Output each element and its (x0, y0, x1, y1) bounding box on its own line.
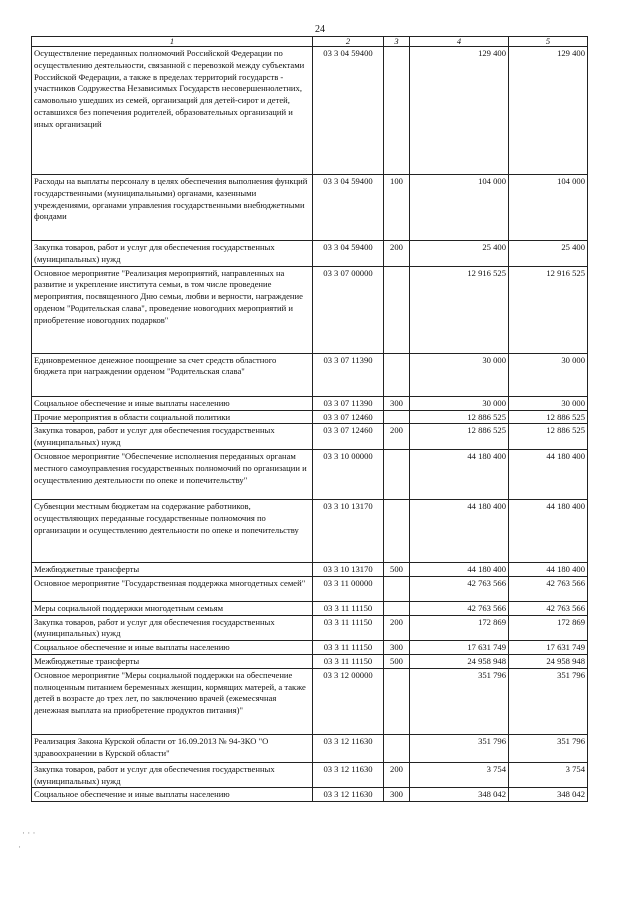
column-header-4: 4 (410, 37, 509, 47)
row-description: Межбюджетные трансферты (32, 654, 313, 668)
column-header-3: 3 (384, 37, 410, 47)
row-amount-2: 25 400 (509, 241, 588, 267)
row-amount-2: 17 631 749 (509, 641, 588, 655)
row-code: 03 3 10 00000 (313, 449, 384, 499)
row-amount-2: 104 000 (509, 175, 588, 241)
row-amount-2: 30 000 (509, 396, 588, 410)
row-code: 03 3 11 11150 (313, 641, 384, 655)
row-expense-type (384, 734, 410, 762)
row-expense-type (384, 449, 410, 499)
table-row (32, 175, 588, 241)
row-description: Закупка товаров, работ и услуг для обеспечения государственных (муниципальных) нужд (32, 241, 313, 267)
row-amount-1: 44 180 400 (410, 499, 509, 562)
row-description: Основное мероприятие "Реализация мероприятий, направленных на развитие и укрепление института семьи, в том числе проведение мероприятия, посвященного Дню семьи, любви и верности, награждение орденом "Родительская слава", проведение новогодних мероприятий и приобретение новогодних подарков" (32, 266, 313, 353)
row-description: Социальное обеспечение и иные выплаты населению (32, 396, 313, 410)
row-description: Основное мероприятие "Государственная поддержка многодетных семей" (32, 576, 313, 601)
row-code: 03 3 12 00000 (313, 668, 384, 734)
row-description: Закупка товаров, работ и услуг для обеспечения государственных (муниципальных) нужд (32, 762, 313, 788)
table-row (32, 601, 588, 615)
row-code: 03 3 12 11630 (313, 734, 384, 762)
row-amount-2: 129 400 (509, 47, 588, 175)
row-expense-type (384, 353, 410, 396)
table-row (32, 449, 588, 499)
row-description: Субвенции местным бюджетам на содержание работников, осуществляющих переданные государственные полномочия по организации и осуществлению деятельности по опеке и попечительству (32, 499, 313, 562)
row-expense-type: 100 (384, 175, 410, 241)
row-amount-2: 44 180 400 (509, 562, 588, 576)
row-amount-1: 44 180 400 (410, 449, 509, 499)
table-row (32, 734, 588, 762)
table-row (32, 499, 588, 562)
row-amount-1: 348 042 (410, 788, 509, 802)
scan-speck: · (18, 842, 21, 852)
row-code: 03 3 10 13170 (313, 562, 384, 576)
row-code: 03 3 12 11630 (313, 762, 384, 788)
row-amount-1: 30 000 (410, 396, 509, 410)
table-row (32, 641, 588, 655)
row-amount-1: 17 631 749 (410, 641, 509, 655)
row-expense-type (384, 266, 410, 353)
row-code: 03 3 11 11150 (313, 654, 384, 668)
row-description: Социальное обеспечение и иные выплаты населению (32, 788, 313, 802)
row-amount-1: 30 000 (410, 353, 509, 396)
row-code: 03 3 04 59400 (313, 241, 384, 267)
row-expense-type (384, 47, 410, 175)
row-code: 03 3 04 59400 (313, 47, 384, 175)
row-code: 03 3 07 11390 (313, 353, 384, 396)
row-amount-1: 3 754 (410, 762, 509, 788)
table-row (32, 762, 588, 788)
row-description: Прочие мероприятия в области социальной политики (32, 410, 313, 424)
table-row (32, 353, 588, 396)
row-amount-1: 129 400 (410, 47, 509, 175)
row-description: Основное мероприятие "Обеспечение исполнения переданных органам местного самоуправления государственных полномочий по организации и осуществлению деятельности по опеке и попечительству" (32, 449, 313, 499)
table-row (32, 47, 588, 175)
table-row (32, 396, 588, 410)
row-amount-1: 12 886 525 (410, 410, 509, 424)
row-description: Расходы на выплаты персоналу в целях обеспечения выполнения функций государственными (муниципальными) органами, казенными учреждениями, органами управления государственными внебюджетными фондами (32, 175, 313, 241)
table-row (32, 615, 588, 641)
row-amount-1: 12 886 525 (410, 424, 509, 450)
row-expense-type (384, 576, 410, 601)
row-amount-2: 42 763 566 (509, 576, 588, 601)
row-expense-type (384, 499, 410, 562)
row-code: 03 3 04 59400 (313, 175, 384, 241)
row-description: Основное мероприятие "Меры социальной поддержки на обеспечение полноценным питанием беременных женщин, кормящих матерей, а также детей в возрасте до трех лет, по заключению врачей (ежемесячная денежная выплата на приобретение продуктов питания)" (32, 668, 313, 734)
row-amount-2: 44 180 400 (509, 449, 588, 499)
row-amount-1: 12 916 525 (410, 266, 509, 353)
row-amount-1: 42 763 566 (410, 601, 509, 615)
table-row (32, 668, 588, 734)
row-code: 03 3 11 00000 (313, 576, 384, 601)
row-code: 03 3 11 11150 (313, 615, 384, 641)
row-amount-1: 172 869 (410, 615, 509, 641)
table-row (32, 562, 588, 576)
row-amount-1: 24 958 948 (410, 654, 509, 668)
row-expense-type: 200 (384, 241, 410, 267)
table-row (32, 241, 588, 267)
column-header-1: 1 (32, 37, 313, 47)
row-expense-type: 300 (384, 788, 410, 802)
row-amount-1: 351 796 (410, 734, 509, 762)
row-amount-1: 42 763 566 (410, 576, 509, 601)
row-amount-2: 3 754 (509, 762, 588, 788)
column-header-2: 2 (313, 37, 384, 47)
row-expense-type: 500 (384, 562, 410, 576)
budget-table (31, 36, 588, 802)
row-expense-type: 300 (384, 641, 410, 655)
row-amount-1: 351 796 (410, 668, 509, 734)
row-amount-2: 12 886 525 (509, 424, 588, 450)
row-amount-2: 42 763 566 (509, 601, 588, 615)
row-amount-2: 348 042 (509, 788, 588, 802)
row-code: 03 3 07 11390 (313, 396, 384, 410)
row-amount-2: 44 180 400 (509, 499, 588, 562)
row-code: 03 3 07 12460 (313, 410, 384, 424)
scan-speck: · · · (22, 828, 36, 838)
page-number: 24 (315, 24, 325, 35)
budget-table-body (32, 37, 588, 802)
row-expense-type: 200 (384, 615, 410, 641)
column-header-row (32, 37, 588, 47)
row-description: Реализация Закона Курской области от 16.09.2013 № 94-ЗКО "О здравоохранении в Курской области" (32, 734, 313, 762)
row-amount-1: 104 000 (410, 175, 509, 241)
row-description: Межбюджетные трансферты (32, 562, 313, 576)
row-expense-type: 200 (384, 762, 410, 788)
table-row (32, 654, 588, 668)
table-row (32, 576, 588, 601)
row-amount-2: 12 916 525 (509, 266, 588, 353)
row-description: Единовременное денежное поощрение за счет средств областного бюджета при награждении орденом "Родительская слава" (32, 353, 313, 396)
row-amount-1: 25 400 (410, 241, 509, 267)
row-code: 03 3 07 12460 (313, 424, 384, 450)
row-expense-type (384, 410, 410, 424)
row-amount-2: 30 000 (509, 353, 588, 396)
table-row (32, 410, 588, 424)
column-header-5: 5 (509, 37, 588, 47)
row-amount-2: 351 796 (509, 668, 588, 734)
row-amount-1: 44 180 400 (410, 562, 509, 576)
row-amount-2: 172 869 (509, 615, 588, 641)
row-expense-type (384, 668, 410, 734)
row-description: Закупка товаров, работ и услуг для обеспечения государственных (муниципальных) нужд (32, 424, 313, 450)
row-description: Социальное обеспечение и иные выплаты населению (32, 641, 313, 655)
row-amount-2: 351 796 (509, 734, 588, 762)
row-code: 03 3 12 11630 (313, 788, 384, 802)
row-description: Закупка товаров, работ и услуг для обеспечения государственных (муниципальных) нужд (32, 615, 313, 641)
row-amount-2: 12 886 525 (509, 410, 588, 424)
row-description: Осуществление переданных полномочий Российской Федерации по осуществлению деятельности, связанной с перевозкой между субъектами Российской Федерации, а также в пределах территорий государств - участников Содружества Независимых Государств несовершеннолетних, самовольно ушедших из семей, организаций для детей-сирот и детей, оставшихся без попечения родителей, образовательных организаций и иных организаций (32, 47, 313, 175)
row-expense-type: 500 (384, 654, 410, 668)
table-row (32, 266, 588, 353)
row-code: 03 3 07 00000 (313, 266, 384, 353)
table-row (32, 788, 588, 802)
row-code: 03 3 10 13170 (313, 499, 384, 562)
row-expense-type: 200 (384, 424, 410, 450)
row-amount-2: 24 958 948 (509, 654, 588, 668)
row-description: Меры социальной поддержки многодетным семьям (32, 601, 313, 615)
row-expense-type: 300 (384, 396, 410, 410)
table-row (32, 424, 588, 450)
row-expense-type (384, 601, 410, 615)
row-code: 03 3 11 11150 (313, 601, 384, 615)
